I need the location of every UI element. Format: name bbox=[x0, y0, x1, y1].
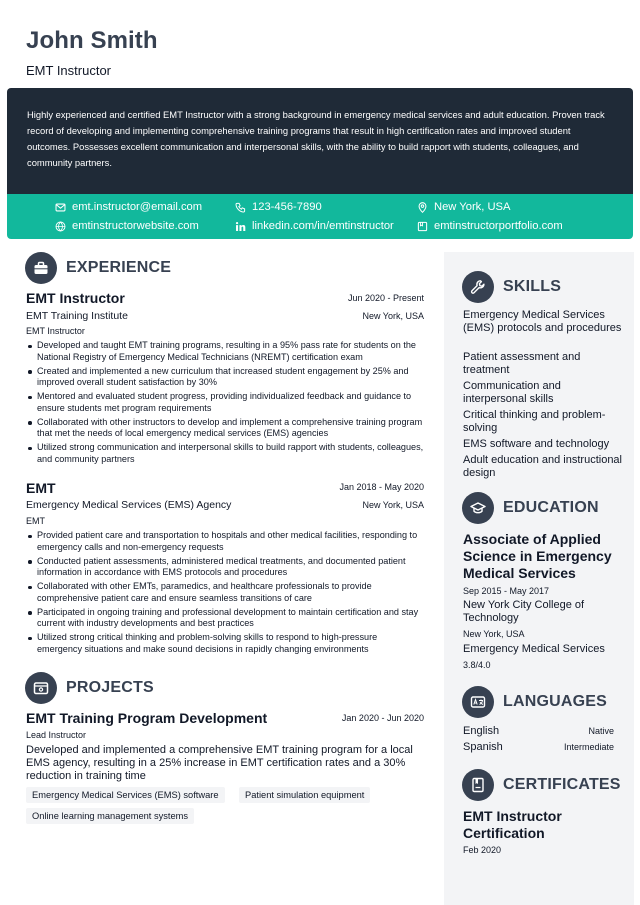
job-2-dates: Jan 2018 - May 2020 bbox=[339, 482, 424, 492]
language-level: Native bbox=[588, 726, 614, 736]
email-text: emt.instructor@email.com bbox=[72, 201, 203, 213]
project-tag: Online learning management systems bbox=[26, 808, 194, 824]
skill-item: Emergency Medical Services (EMS) protocols and procedures bbox=[463, 309, 622, 334]
language-level: Intermediate bbox=[563, 742, 614, 752]
language-name: English bbox=[463, 725, 500, 737]
education-dates: Sep 2015 - May 2017 bbox=[463, 586, 550, 596]
contact-phone[interactable] bbox=[235, 201, 322, 213]
globe-icon bbox=[55, 221, 66, 232]
contact-bar bbox=[7, 194, 633, 239]
project-tag: Patient simulation equipment bbox=[239, 787, 370, 803]
experience-title: EXPERIENCE bbox=[66, 259, 172, 276]
portfolio-text: emtinstructorportfolio.com bbox=[434, 220, 563, 232]
summary-box bbox=[7, 88, 633, 239]
translate-icon bbox=[462, 686, 494, 718]
education-field: Emergency Medical Services bbox=[463, 643, 605, 655]
briefcase-icon bbox=[25, 252, 57, 284]
education-location: New York, USA bbox=[463, 629, 525, 639]
skill-item: Patient assessment and treatment bbox=[463, 351, 581, 376]
skills-title: SKILLS bbox=[503, 278, 562, 295]
certificates-title: CERTIFICATES bbox=[503, 776, 621, 793]
phone-icon bbox=[235, 202, 246, 213]
summary-text: Highly experienced and certified EMT Instructor with a strong background in emergency medical services and adult education. Proven track record of developing and implementing comprehensive training programs that result in high certification rates and improved student outcomes. Possesses excellent communication and interpersonal skills, with the ability to build rapport with students, colleagues, and community partners. bbox=[7, 88, 633, 194]
education-title: EDUCATION bbox=[503, 499, 599, 516]
experience-section-header bbox=[25, 252, 171, 284]
location-pin-icon bbox=[417, 202, 428, 213]
project-description: Developed and implemented a comprehensive EMT training program for a local EMS agency, resulting in a 25% increase in EMT certification rates and a 30% reduction in training time bbox=[26, 744, 413, 782]
contact-email[interactable] bbox=[55, 201, 202, 213]
list-item: Provided patient care and transportation to hospitals and other medical facilities, responding to emergency calls and non-emergency requests bbox=[26, 530, 424, 553]
linkedin-icon bbox=[235, 221, 246, 232]
job-1-location: New York, USA bbox=[362, 311, 424, 321]
skill-item: EMS software and technology bbox=[463, 438, 610, 450]
contact-linkedin[interactable] bbox=[235, 220, 394, 232]
job-1-bullets bbox=[26, 340, 424, 468]
envelope-icon bbox=[55, 202, 66, 213]
contact-portfolio[interactable] bbox=[417, 220, 563, 232]
skill-item: Adult education and instructional design bbox=[463, 454, 622, 479]
list-item: Collaborated with other instructors to develop and implement a comprehensive training program that met the needs of local emergency medical services (EMS) agencies bbox=[26, 417, 424, 440]
job-1-title: EMT Instructor bbox=[26, 290, 125, 306]
certificate-date: Feb 2020 bbox=[463, 845, 502, 855]
location-text: New York, USA bbox=[434, 201, 511, 213]
wrench-icon bbox=[462, 271, 494, 303]
skill-item: Critical thinking and problem-solving bbox=[463, 409, 606, 434]
list-item: Collaborated with other EMTs, paramedics, and healthcare professionals to provide comprehensive patient care and ensure seamless transitions of care bbox=[26, 581, 424, 604]
education-gpa: 3.8/4.0 bbox=[463, 660, 491, 670]
projects-section-header bbox=[25, 672, 154, 704]
folder-icon bbox=[25, 672, 57, 704]
job-2-title: EMT bbox=[26, 480, 56, 496]
project-title: EMT Training Program Development bbox=[26, 710, 268, 726]
list-item: Conducted patient assessments, administered medical treatments, and documented patient information in accordance with EMS protocols and procedures bbox=[26, 556, 424, 579]
job-1-role: EMT Instructor bbox=[26, 326, 85, 336]
languages-section-header bbox=[462, 686, 607, 718]
education-degree: Associate of Applied Science in Emergency Medical Services bbox=[463, 531, 612, 581]
languages-title: LANGUAGES bbox=[503, 693, 608, 710]
list-item: Utilized strong communication and interpersonal skills to build rapport with students, colleagues, and community partners bbox=[26, 442, 424, 465]
contact-website[interactable] bbox=[55, 220, 199, 232]
website-text: emtinstructorwebsite.com bbox=[72, 220, 199, 232]
job-1-company: EMT Training Institute bbox=[26, 310, 128, 322]
project-dates: Jan 2020 - Jun 2020 bbox=[341, 713, 424, 723]
resume-header bbox=[26, 27, 158, 78]
list-item: Created and implemented a new curriculum that increased student engagement by 25% and improved overall student satisfaction by 30% bbox=[26, 366, 424, 389]
list-item: Mentored and evaluated student progress, providing individualized feedback and guidance to ensure students met program requirements bbox=[26, 391, 424, 414]
project-tag: Emergency Medical Services (EMS) software bbox=[26, 787, 225, 803]
phone-text: 123-456-7890 bbox=[252, 201, 322, 213]
skills-section-header bbox=[462, 271, 561, 303]
education-school: New York City College of Technology bbox=[463, 599, 585, 624]
contact-location bbox=[417, 201, 510, 213]
job-2-bullets bbox=[26, 530, 424, 658]
skill-item: Communication and interpersonal skills bbox=[463, 380, 561, 405]
list-item: Developed and taught EMT training programs, resulting in a 95% pass rate for students on the National Registry of Emergency Medical Technicians (NREMT) certification exam bbox=[26, 340, 424, 363]
certificates-section-header bbox=[462, 769, 621, 801]
job-2-role: EMT bbox=[26, 516, 45, 526]
job-2-location: New York, USA bbox=[362, 500, 424, 510]
certificate-name: EMT Instructor Certification bbox=[463, 808, 562, 841]
list-item: Participated in ongoing training and professional development to maintain certification and stay current with industry developments and best practices bbox=[26, 607, 424, 630]
job-2-company: Emergency Medical Services (EMS) Agency bbox=[26, 499, 232, 511]
job-1-dates: Jun 2020 - Present bbox=[347, 293, 424, 303]
candidate-name: John Smith bbox=[26, 27, 158, 54]
language-name: Spanish bbox=[463, 741, 503, 753]
portfolio-icon bbox=[417, 221, 428, 232]
candidate-title: EMT Instructor bbox=[26, 63, 112, 78]
projects-title: PROJECTS bbox=[66, 679, 154, 696]
education-section-header bbox=[462, 492, 599, 524]
list-item: Utilized strong critical thinking and problem-solving skills to respond to high-pressure emergency situations and make sound decisions in rapidly changing environments bbox=[26, 632, 424, 655]
project-role: Lead Instructor bbox=[26, 730, 87, 740]
graduation-cap-icon bbox=[462, 492, 494, 524]
linkedin-text: linkedin.com/in/emtinstructor bbox=[252, 220, 394, 232]
certificate-icon bbox=[462, 769, 494, 801]
